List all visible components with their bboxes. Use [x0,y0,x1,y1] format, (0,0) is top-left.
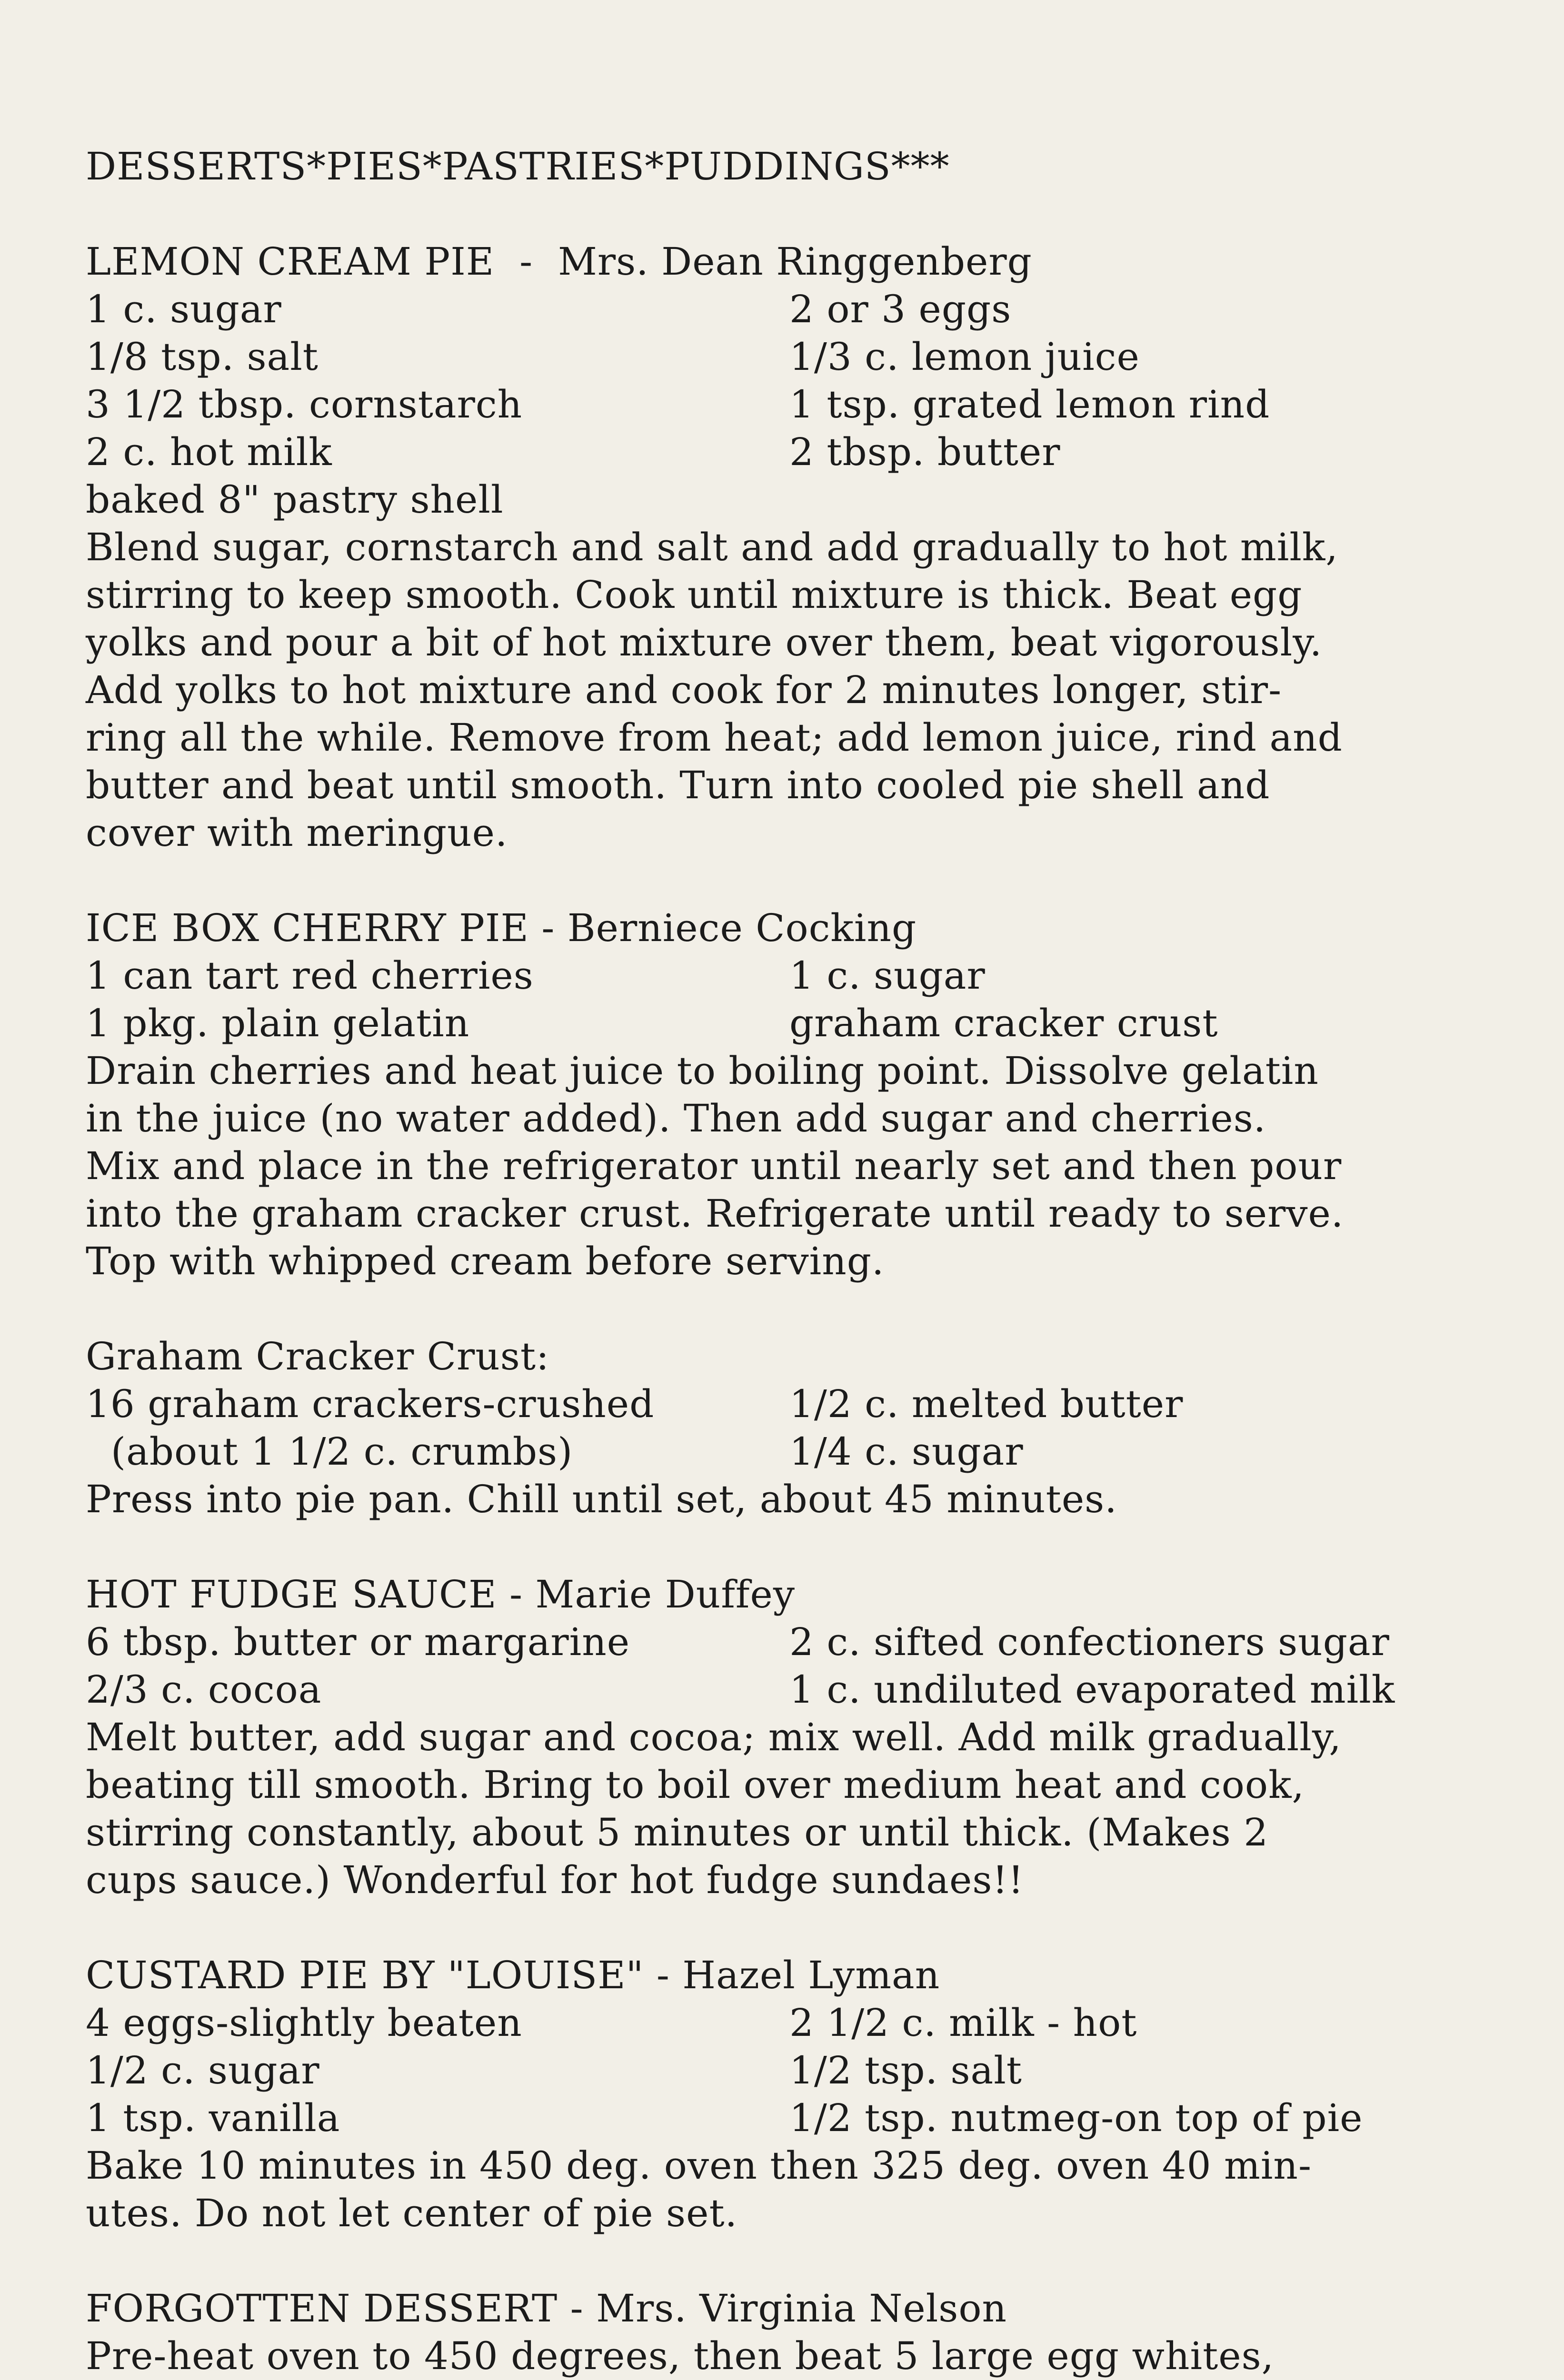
directions-line: Melt butter, add sugar and cocoa; mix well. Add milk gradually, [86,1715,1342,1759]
ingredient: baked 8" pastry shell [86,477,504,522]
recipe-title-lemon-cream-pie: LEMON CREAM PIE - Mrs. Dean Ringgenberg [86,239,1032,284]
ingredient: 2 or 3 eggs [789,287,1012,331]
directions-line: utes. Do not let center of pie set. [86,2191,738,2235]
recipe-title-custard-pie: CUSTARD PIE BY "LOUISE" - Hazel Lyman [86,1953,940,1997]
directions-line: Blend sugar, cornstarch and salt and add gradually to hot milk, [86,525,1338,569]
recipe-title-hot-fudge-sauce: HOT FUDGE SAUCE - Marie Duffey [86,1572,796,1616]
ingredient: 1/4 c. sugar [789,1429,1024,1474]
ingredient: graham cracker crust [789,1001,1218,1045]
ingredient: 1/2 tsp. salt [789,2048,1022,2092]
directions-line: yolks and pour a bit of hot mixture over them, beat vigorously. [86,620,1323,664]
ingredient: 1 c. sugar [86,287,282,331]
directions-line: butter and beat until smooth. Turn into cooled pie shell and [86,763,1270,807]
directions-line: Pre-heat oven to 450 degrees, then beat 5 large egg whites, [86,2334,1275,2378]
ingredient: 1 c. undiluted evaporated milk [789,1667,1395,1712]
section-header: DESSERTS*PIES*PASTRIES*PUDDINGS*** [86,144,950,188]
ingredient: 1/2 tsp. nutmeg-on top of pie [789,2096,1363,2140]
ingredient: 1 tsp. vanilla [86,2096,340,2140]
recipe-title-forgotten-dessert: FORGOTTEN DESSERT - Mrs. Virginia Nelson [86,2286,1007,2330]
ingredient: 2 1/2 c. milk - hot [789,2001,1137,2045]
recipe-title-ice-box-cherry-pie: ICE BOX CHERRY PIE - Berniece Cocking [86,906,917,950]
directions-line: stirring to keep smooth. Cook until mixture is thick. Beat egg [86,573,1303,617]
directions-line: Add yolks to hot mixture and cook for 2 minutes longer, stir- [86,668,1282,712]
recipe-title-graham-cracker-crust: Graham Cracker Crust: [86,1334,549,1378]
ingredient: 1 can tart red cherries [86,953,534,998]
ingredient: 1/2 c. melted butter [789,1382,1184,1426]
ingredient: 3 1/2 tbsp. cornstarch [86,382,523,426]
ingredient: 4 eggs-slightly beaten [86,2001,522,2045]
directions-line: cover with meringue. [86,811,508,855]
ingredient: 1 c. sugar [789,953,986,998]
ingredient: (about 1 1/2 c. crumbs) [86,1429,573,1474]
ingredient: 1/8 tsp. salt [86,335,319,379]
ingredient: 16 graham crackers-crushed [86,1382,655,1426]
directions-line: ring all the while. Remove from heat; add lemon juice, rind and [86,715,1343,760]
ingredient: 2/3 c. cocoa [86,1667,322,1712]
directions-line: in the juice (no water added). Then add sugar and cherries. [86,1096,1266,1140]
directions-line: Drain cherries and heat juice to boiling point. Dissolve gelatin [86,1049,1319,1093]
ingredient: 1/3 c. lemon juice [789,335,1140,379]
directions-line: stirring constantly, about 5 minutes or until thick. (Makes 2 [86,1810,1269,1854]
ingredient: 1 pkg. plain gelatin [86,1001,470,1045]
ingredient: 1/2 c. sugar [86,2048,320,2092]
ingredient: 2 c. hot milk [86,430,332,474]
ingredient: 6 tbsp. butter or margarine [86,1620,630,1664]
directions-line: Press into pie pan. Chill until set, about 45 minutes. [86,1477,1117,1521]
ingredient: 2 c. sifted confectioners sugar [789,1620,1390,1664]
directions-line: Mix and place in the refrigerator until nearly set and then pour [86,1144,1342,1188]
ingredient: 2 tbsp. butter [789,430,1061,474]
directions-line: Bake 10 minutes in 450 deg. oven then 325 deg. oven 40 min- [86,2143,1312,2188]
directions-line: beating till smooth. Bring to boil over medium heat and cook, [86,1763,1305,1807]
directions-line: cups sauce.) Wonderful for hot fudge sundaes!! [86,1858,1024,1902]
directions-line: Top with whipped cream before serving. [86,1239,885,1283]
directions-line: into the graham cracker crust. Refrigerate until ready to serve. [86,1191,1344,1236]
ingredient: 1 tsp. grated lemon rind [789,382,1270,426]
